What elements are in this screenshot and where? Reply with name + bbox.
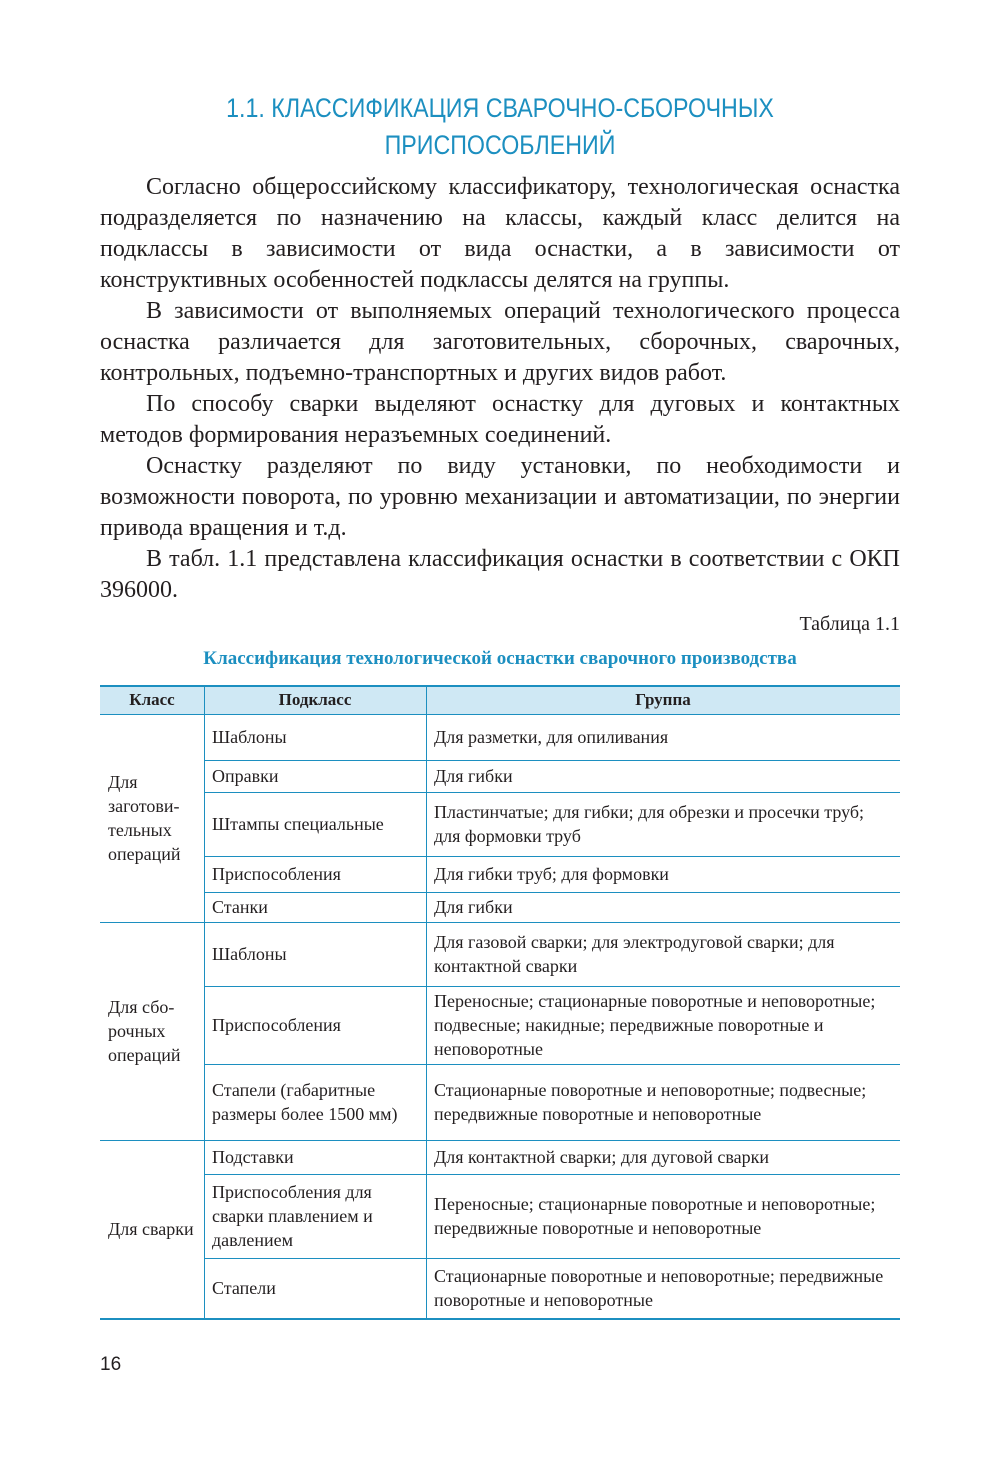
row-divider — [204, 792, 900, 793]
group-cell: Стационарные поворотные и неповоротные; подвесные; передвижные поворотные и неповоротные — [434, 1080, 867, 1124]
paragraph: В табл. 1.1 представлена классификация оснастки в соответствии с ОКП 396000. — [100, 546, 900, 603]
row-divider — [204, 1258, 900, 1259]
class-divider — [100, 922, 900, 923]
column-divider — [204, 686, 205, 1318]
group-cell: Для гибки — [434, 766, 513, 786]
group-cell: Переносные; стационарные поворотные и неповоротные; передвижные поворотные и неповоротные — [434, 1194, 876, 1238]
paragraph: Согласно общероссийскому классификатору, технологическая оснастка подразделяется по назначению на классы, каждый класс делится на подклассы в зависимости от вида оснастки, а в зависимости от конструктивных особенностей подклассы делятся на группы. — [100, 174, 900, 293]
row-divider — [204, 986, 900, 987]
class-cell: Для заготови-тельных операций — [108, 772, 181, 864]
table-bottom-rule — [100, 1318, 900, 1320]
table-header-rule — [100, 714, 900, 715]
subclass-cell: Оправки — [212, 766, 279, 786]
subclass-cell: Штампы специальные — [212, 814, 384, 834]
page-number: 16 — [100, 1354, 122, 1375]
header-group: Группа — [426, 686, 900, 714]
group-cell: Для гибки — [434, 897, 513, 917]
class-cell: Для сварки — [108, 1219, 194, 1239]
group-cell: Для газовой сварки; для электродуговой сварки; для контактной сварки — [434, 932, 835, 976]
column-divider — [426, 686, 427, 1318]
subclass-cell: Стапели — [212, 1278, 276, 1298]
group-cell: Для гибки труб; для формовки — [434, 864, 669, 884]
paragraph: В зависимости от выполняемых операций технологического процесса оснастка различается для заготовительных, сборочных, сварочных, контрольных, подъемно-транспортных и других видов работ. — [100, 298, 900, 386]
header-subclass: Подкласс — [204, 686, 426, 714]
row-divider — [204, 892, 900, 893]
group-cell: Переносные; стационарные поворотные и неповоротные; подвесные; накидные; передвижные поворотные и неповоротные — [434, 991, 876, 1059]
subclass-cell: Приспособления — [212, 1015, 341, 1035]
section-heading-line-2: ПРИСПОСОБЛЕНИЙ — [384, 130, 616, 160]
subclass-cell: Шаблоны — [212, 727, 287, 747]
table-caption: Классификация технологической оснастки сварочного производства — [203, 648, 797, 669]
row-divider — [204, 856, 900, 857]
table-number: Таблица 1.1 — [799, 613, 900, 635]
row-divider — [204, 1064, 900, 1065]
class-cell: Для сбо-рочных операций — [108, 997, 181, 1065]
subclass-cell: Стапели (габаритные размеры более 1500 мм) — [212, 1080, 398, 1124]
class-divider — [100, 1140, 900, 1141]
group-cell: Для контактной сварки; для дуговой сварки — [434, 1147, 769, 1167]
subclass-cell: Подставки — [212, 1147, 294, 1167]
subclass-cell: Станки — [212, 897, 268, 917]
group-cell: Стационарные поворотные и неповоротные; передвижные поворотные и неповоротные — [434, 1266, 884, 1310]
group-cell: Пластинчатые; для гибки; для обрезки и просечки труб; для формовки труб — [434, 802, 865, 846]
header-class: Класс — [100, 686, 204, 714]
group-cell: Для разметки, для опиливания — [434, 727, 669, 747]
row-divider — [204, 760, 900, 761]
table-top-rule — [100, 685, 900, 687]
subclass-cell: Приспособления для сварки плавлением и давлением — [212, 1182, 373, 1250]
row-divider — [204, 1174, 900, 1175]
subclass-cell: Шаблоны — [212, 944, 287, 964]
paragraph: Оснастку разделяют по виду установки, по необходимости и возможности поворота, по уровню механизации и автоматизации, по энергии привода вращения и т.д. — [100, 453, 900, 541]
subclass-cell: Приспособления — [212, 864, 341, 884]
section-heading-line-1: 1.1. КЛАССИФИКАЦИЯ СВАРОЧНО-СБОРОЧНЫХ — [226, 93, 774, 123]
paragraph: По способу сварки выделяют оснастку для дуговых и контактных методов формирования неразъемных соединений. — [100, 391, 900, 448]
